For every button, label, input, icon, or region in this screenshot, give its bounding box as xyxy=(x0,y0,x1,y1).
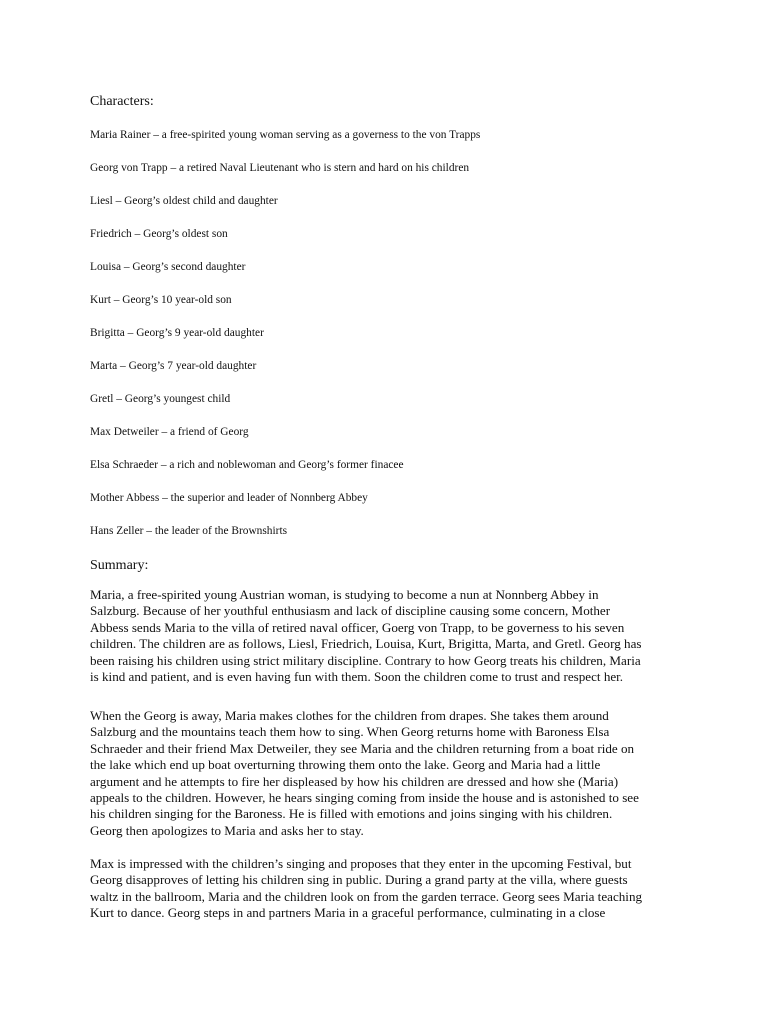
character-entry: Elsa Schraeder – a rich and noblewoman and Georg’s former finacee xyxy=(90,459,404,471)
paragraph-line: Kurt to dance. Georg steps in and partners Maria in a graceful performance, culminating in a close xyxy=(90,905,606,921)
paragraph-line: Max is impressed with the children’s singing and proposes that they enter in the upcoming Festival, but xyxy=(90,856,632,871)
character-entry: Max Detweiler – a friend of Georg xyxy=(90,426,249,438)
paragraph-line: argument and he attempts to fire her displeased by how his children are dressed and how she (Maria) xyxy=(90,773,619,789)
summary-paragraph-3 xyxy=(90,856,690,922)
character-entry: Kurt – Georg’s 10 year-old son xyxy=(90,294,232,306)
character-entry: Georg von Trapp – a retired Naval Lieutenant who is stern and hard on his children xyxy=(90,162,470,174)
characters-heading: Characters: xyxy=(90,94,154,109)
paragraph-line: been raising his children using strict military discipline. Contrary to how Georg treats his children, Maria xyxy=(90,652,641,668)
paragraph-line: Salzburg and the mountains teach them how to sing. When Georg returns home with Baroness Elsa xyxy=(90,724,610,740)
character-entry: Marta – Georg’s 7 year-old daughter xyxy=(90,360,257,372)
character-entry: Louisa – Georg’s second daughter xyxy=(90,261,246,273)
paragraph-line: waltz in the ballroom, Maria and the children look on from the garden terrace. Georg sees Maria teaching xyxy=(90,888,643,904)
character-entry: Gretl – Georg’s youngest child xyxy=(90,393,231,405)
paragraph-line: Maria, a free-spirited young Austrian woman, is studying to become a nun at Nonnberg Abbey in xyxy=(90,587,599,602)
character-entry: Hans Zeller – the leader of the Brownshirts xyxy=(90,525,288,537)
summary-paragraph-2 xyxy=(90,708,690,839)
paragraph-line: Georg then apologizes to Maria and asks her to stay. xyxy=(90,822,364,838)
paragraph-line: appeals to the children. However, he hears singing coming from inside the house and is astonished to see xyxy=(90,790,639,806)
paragraph-line: Georg disapproves of letting his children sing in public. During a grand party at the villa, where guests xyxy=(90,872,628,888)
character-entry: Brigitta – Georg’s 9 year-old daughter xyxy=(90,327,264,339)
character-entry: Liesl – Georg’s oldest child and daughter xyxy=(90,195,278,207)
paragraph-line: the lake which end up boat overturning throwing them onto the lake. Georg and Maria had a little xyxy=(90,757,601,773)
paragraph-line: When the Georg is away, Maria makes clothes for the children from drapes. She takes them around xyxy=(90,708,609,723)
character-entry: Maria Rainer – a free-spirited young woman serving as a governess to the von Trapps xyxy=(90,129,481,141)
character-entry: Friedrich – Georg’s oldest son xyxy=(90,228,228,240)
character-entry: Mother Abbess – the superior and leader of Nonnberg Abbey xyxy=(90,492,368,504)
summary-heading: Summary: xyxy=(90,558,149,573)
paragraph-line: is kind and patient, and is even having fun with them. Soon the children come to trust and respect her. xyxy=(90,669,624,685)
paragraph-line: Salzburg. Because of her youthful enthusiasm and lack of discipline causing some concern, Mother xyxy=(90,603,611,619)
paragraph-line: Schraeder and their friend Max Detweiler, they see Maria and the children returning from a boat ride on xyxy=(90,740,635,756)
paragraph-line: children. The children are as follows, Liesl, Friedrich, Louisa, Kurt, Brigitta, Marta, and Gretl. Georg has xyxy=(90,636,642,652)
paragraph-line: his children singing for the Baroness. He is filled with emotions and joins singing with his children. xyxy=(90,806,613,822)
summary-paragraph-1 xyxy=(90,587,690,685)
paragraph-line: Abbess sends Maria to the villa of retired naval officer, Goerg von Trapp, to be governess to his seven xyxy=(90,619,625,635)
